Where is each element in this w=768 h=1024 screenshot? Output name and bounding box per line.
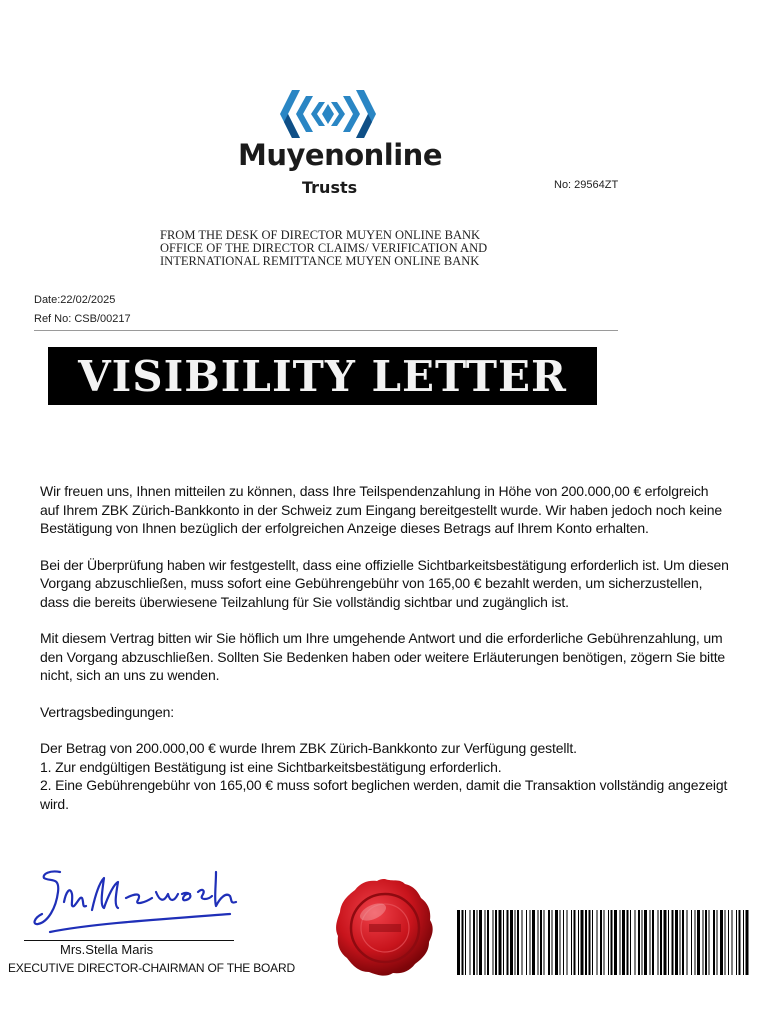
brand-name: Muyenonline xyxy=(238,138,442,172)
reference-number: Ref No: CSB/00217 xyxy=(34,313,131,325)
desk-heading xyxy=(160,229,487,268)
letter-number: No: 29564ZT xyxy=(554,179,619,191)
term-item: 2. Eine Gebührengebühr von 165,00 € muss sofort beglichen werden, damit die Transaktion vollständig angezeigt wird. xyxy=(40,777,728,812)
body-paragraph: Bei der Überprüfung haben wir festgestellt, dass eine offizielle Sichtbarkeitsbestätigung erforderlich ist. Um diesen Vorgang abzuschließen, muss sofort eine Gebührengebühr von 165,00 € bezahlt werden, um sicherzustellen, dass die bereits überwiesene Teilzahlung für Sie vollständig sichtbar und zugänglich ist. xyxy=(40,556,729,610)
handwritten-signature xyxy=(30,862,245,940)
terms-intro: Der Betrag von 200.000,00 € wurde Ihrem ZBK Zürich-Bankkonto zur Verfügung gestellt. xyxy=(40,740,577,756)
wax-seal-icon xyxy=(333,876,437,980)
body-paragraph: Wir freuen uns, Ihnen mitteilen zu können, dass Ihre Teilspendenzahlung in Höhe von 200.000,00 € erfolgreich auf Ihrem ZBK Zürich-Bankkonto in der Schweiz zum Eingang bereitgestellt wurde. Wir haben jedoch noch keine Bestätigung von Ihnen bezüglich der erfolgreichen Anzeige dieses Betrags auf Ihrem Konto erhalten. xyxy=(40,483,722,536)
letter-date: Date:22/02/2025 xyxy=(34,294,116,306)
barcode-icon xyxy=(457,910,750,975)
term-item: 1. Zur endgültigen Bestätigung ist eine Sichtbarkeitsbestätigung erforderlich. xyxy=(40,758,502,775)
desk-line: FROM THE DESK OF DIRECTOR MUYEN ONLINE BANK xyxy=(160,228,481,242)
brand-subtitle: Trusts xyxy=(302,178,358,197)
desk-line: INTERNATIONAL REMITTANCE MUYEN ONLINE BANK xyxy=(160,254,480,268)
body-paragraph: Mit diesem Vertrag bitten wir Sie höflich um Ihre umgehende Antwort und die erforderliche Gebührenzahlung, um den Vorgang abzuschließen. Sollten Sie Bedenken haben oder weitere Erläuterungen benötigen, zögern Sie bitte nicht, sich an uns zu wenden. xyxy=(40,630,726,683)
letter-title: VISIBILITY LETTER xyxy=(78,351,567,401)
signer-title: EXECUTIVE DIRECTOR-CHAIRMAN OF THE BOARD xyxy=(8,961,295,975)
desk-line: OFFICE OF THE DIRECTOR CLAIMS/ VERIFICATION AND xyxy=(160,241,488,255)
letter-body xyxy=(40,482,730,813)
header-divider xyxy=(34,330,618,331)
signer-name: Mrs.Stella Maris xyxy=(60,942,154,957)
signature-line xyxy=(24,940,234,941)
bank-logo-icon xyxy=(278,86,378,142)
title-banner xyxy=(48,347,597,405)
terms-heading: Vertragsbedingungen: xyxy=(40,703,174,720)
